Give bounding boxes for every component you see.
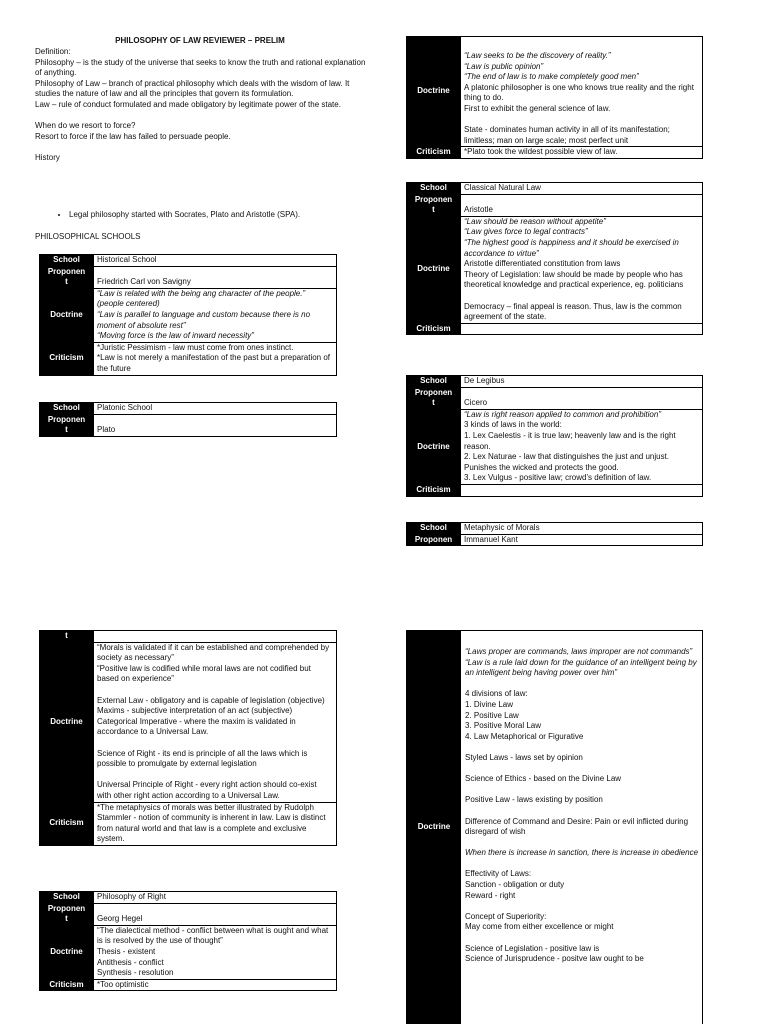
doctrine-cell: “Law is related with the being ang character of the people.” (people centered) “Law is parallel to language and custom because there is no moment of absolute rest” “Moving force is the law of inward necessity”: [94, 288, 337, 342]
kant-doctrine-table: [39, 630, 337, 846]
platonic-doctrine-table: [406, 36, 703, 159]
kant-header-table: [406, 522, 703, 546]
doctrine-label: Doctrine: [40, 288, 94, 342]
force-answer: Resort to force if the law has failed to persuade people.: [35, 131, 231, 141]
school-label: School: [40, 403, 94, 415]
doctrine-cell: “Law should be reason without appetite” “Law gives force to legal contracts” “The highest good is happiness and it should be exercised in accordance to virtue” Aristotle differentiated constitution from laws Theory of Legislation: law should be made by people who has theoretical knowledge and practical experience, eg. politicians Democracy – final appeal is reason. Thus, law is the common agreement of the state.: [461, 216, 703, 323]
doctrine-label: Doctrine: [40, 925, 94, 979]
proponent-name: Immanuel Kant: [461, 534, 703, 546]
de-legibus-table: [406, 375, 703, 497]
definition-philosophy: Philosophy – is the study of the universe that seeks to know the truth and rational explanation of anything.: [35, 57, 366, 78]
schools-heading: PHILOSOPHICAL SCHOOLS: [35, 232, 141, 241]
criticism-cell: *Too optimistic: [94, 979, 337, 991]
school-label: School: [40, 255, 94, 267]
doctrine-cell: “Laws proper are commands, laws improper are not commands” “Law is a rule laid down for the guidance of an intelligent being by an intelligent being having power over him” 4 divisions of law: 1. Divine Law 2. Positive Law 3. Positive Moral Law 4. Law Metaphorical or Figurative Styled Laws - laws set by opinion Science of Ethics - based on the Divine Law Positive Law - laws existing by position Difference of Command and Desire: Pain or evil inflicted during disregard of wish When there is increase in sanction, there is increase in obedience Effectivity of Laws: Sanction - obligation or duty Reward - right Concept of Superiority: May come from either excellence or might Science of Legislation - positive law is Science of Jurisprudence - positve law ought to be: [465, 647, 699, 964]
criticism-cell: *Plato took the wildest possible view of law.: [461, 147, 703, 159]
hegel-table: [39, 891, 337, 991]
doctrine-label: Doctrine: [407, 216, 461, 323]
school-label: School: [407, 523, 461, 535]
school-name: Historical School: [94, 255, 337, 267]
school-name: De Legibus: [461, 376, 703, 388]
doctrine-cell: “Law is right reason applied to common and prohibition” 3 kinds of laws in the world: 1. Lex Caelestis - it is true law; heavenly law and is the right reason. 2. Lex Naturae - law that distinguishes the just and unjust. Punishes the wicked and protects the good. 3. Lex Vulgus - positive law; crowd’s definition of law.: [461, 409, 703, 484]
doctrine-label: Doctrine: [407, 409, 461, 484]
school-name: Classical Natural Law: [461, 183, 703, 195]
page-title: PHILOSOPHY OF LAW REVIEWER – PRELIM: [115, 36, 285, 45]
definitions-section: [35, 47, 367, 164]
history-list: [35, 210, 367, 221]
criticism-label: Criticism: [407, 323, 461, 335]
platonic-school-table: [39, 402, 337, 437]
proponent-continued: [94, 631, 337, 643]
proponent-label: Proponen t: [407, 387, 461, 409]
definition-label: Definition:: [35, 47, 71, 56]
doctrine-cell: “Morals is validated if it can be established and comprehended by society as necessary” “Positive law is codified while moral laws are not codified but based on experience” External Law - obligatory and is capable of legislation (objective) Maxims - subjective interpretation of an act (subjective) Categorical Imperative - where the maxim is validated in accordance to a Universal Law. Science of Right - its end is principle of all the laws which is possible to promulgate by external legislation Universal Principle of Right - every right action should co-exist with other right action according to a Universal Law.: [94, 642, 337, 802]
force-question: When do we resort to force?: [35, 121, 136, 131]
proponent-label: Proponen t: [407, 194, 461, 216]
criticism-cell: [461, 484, 703, 496]
school-name: Philosophy of Right: [94, 892, 337, 904]
proponent-label: Proponen t: [40, 414, 94, 436]
criticism-label: Criticism: [40, 802, 94, 845]
criticism-label: Criticism: [407, 484, 461, 496]
history-label: History: [35, 152, 60, 162]
historical-school-table: [39, 254, 337, 376]
school-name: Platonic School: [94, 403, 337, 415]
proponent-label: Proponen t: [40, 903, 94, 925]
proponent-label: Proponen t: [40, 266, 94, 288]
doctrine-cell: “Law seeks to be the discovery of reality.” “Law is public opinion” “The end of law is to make completely good men” A platonic philosopher is one who knows true reality and the right thing to do. First to exhibit the general science of law. State - dominates human activity in all of its manifestation; limitless; man on large scale; most perfect unit: [461, 37, 703, 147]
proponent-name: Aristotle: [461, 194, 703, 216]
doctrine-label: Doctrine: [407, 37, 461, 147]
proponent-name: Plato: [94, 414, 337, 436]
definition-philosophy-of-law: Philosophy of Law – branch of practical philosophy which deals with the wisdom of law. It studies the nature of law and all the principles that govern its formulation.: [35, 78, 350, 99]
criticism-label: Criticism: [40, 979, 94, 991]
natural-law-table: [406, 182, 703, 335]
doctrine-label: Doctrine: [417, 822, 451, 831]
proponent-name: Georg Hegel: [94, 903, 337, 925]
doctrine-label: Doctrine: [40, 642, 94, 802]
criticism-cell: *Juristic Pessimism - law must come from ones instinct. *Law is not merely a manifestation of the past but a preparation of the future: [94, 342, 337, 375]
proponent-label: Proponen: [407, 534, 461, 546]
school-name: Metaphysic of Morals: [461, 523, 703, 535]
criticism-cell: [461, 323, 703, 335]
school-label: School: [407, 183, 461, 195]
proponent-label-continued: t: [40, 631, 94, 643]
criticism-label: Criticism: [407, 147, 461, 159]
school-label: School: [407, 376, 461, 388]
austin-doctrine-box: [406, 630, 703, 1024]
criticism-label: Criticism: [40, 342, 94, 375]
criticism-cell: *The metaphysics of morals was better illustrated by Rudolph Stammler - notion of community is inherent in law. Law is distinct from natural world and that law is a complete and exclusive system.: [94, 802, 337, 845]
history-bullet: • Legal philosophy started with Socrates, Plato and Aristotle (SPA).: [69, 210, 367, 221]
school-label: School: [40, 892, 94, 904]
proponent-name: Friedrich Carl von Savigny: [94, 266, 337, 288]
doctrine-cell: “The dialectical method - conflict between what is ought and what is is resolved by the use of thought” Thesis - existent Antithesis - conflict Synthesis - resolution: [94, 925, 337, 979]
proponent-name: Cicero: [461, 387, 703, 409]
definition-law: Law – rule of conduct formulated and made obligatory by legitimate power of the state.: [35, 99, 341, 109]
